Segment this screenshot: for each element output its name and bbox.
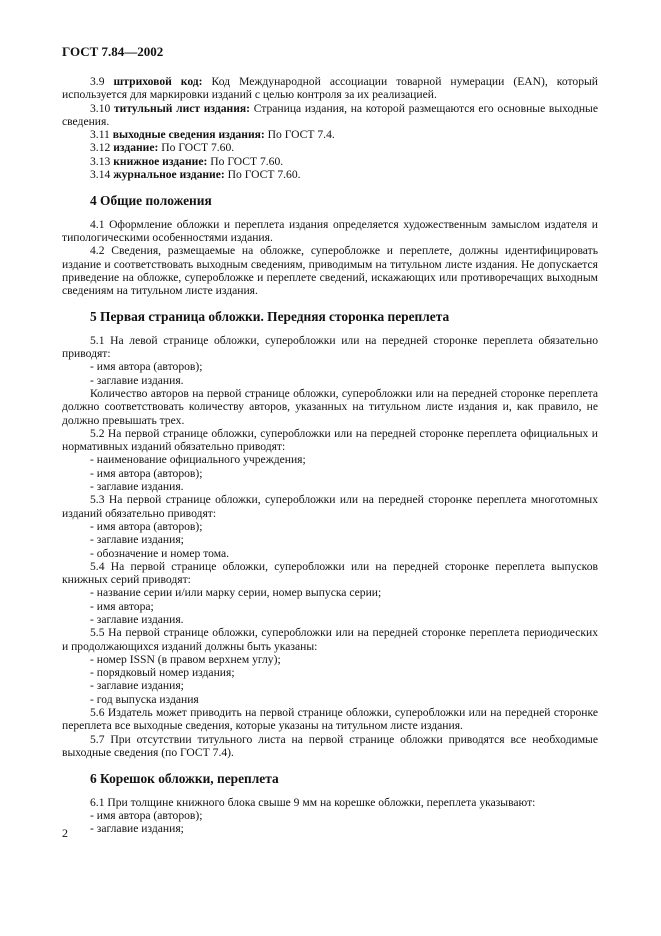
paragraph-5-1: 5.1 На левой странице обложки, суперобложки или на передней сторонке переплета обязательно приводят:: [62, 333, 598, 361]
definition-text: Код Международной ассоциации товарной нумерации (EAN), который используется для маркировки изданий с целью контроля за их реализацией.: [62, 75, 598, 102]
definition-3-12: [62, 141, 598, 154]
list-item: - год выпуска издания: [90, 692, 199, 706]
definition-3-9: [62, 75, 598, 102]
definition-text: Страница издания, на которой размещаются его основные выходные сведения.: [62, 101, 598, 128]
list-item: - заглавие издания;: [90, 679, 184, 693]
clause-number: 3.13: [90, 154, 111, 168]
paragraph-4-2: 4.2 Сведения, размещаемые на обложке, суперобложке и переплете, должны идентифицировать издание и соответствовать выходным сведениям, приводимым на титульном листе издания. Не допускается приведение на обложке, суперобложке и переплете сведений, искажающих или противоречащих выходным сведениям на титульном листе издания.: [62, 244, 598, 298]
section-heading-4: 4 Общие положения: [90, 193, 212, 209]
list-item: - заглавие издания;: [90, 822, 184, 836]
definition-text: По ГОСТ 7.60.: [161, 141, 235, 155]
term: штриховой код:: [113, 75, 203, 88]
list-item: - имя автора (авторов);: [90, 360, 203, 374]
page-header: ГОСТ 7.84—2002: [62, 44, 164, 59]
list-item: - обозначение и номер тома.: [90, 546, 229, 560]
list-item: - имя автора (авторов);: [90, 466, 203, 480]
list-item: - название серии и/или марку серии, номер выпуска серии;: [90, 586, 382, 600]
term: выходные сведения издания:: [112, 128, 265, 142]
paragraph-5-3: 5.3 На первой странице обложки, суперобложки или на передней сторонке переплета многотомных изданий обязательно приводят:: [62, 493, 598, 520]
list-item: - имя автора;: [90, 599, 154, 613]
list-item: - имя автора (авторов);: [90, 808, 203, 822]
list-item: - заглавие издания;: [90, 533, 184, 547]
paragraph-6-1: 6.1 При толщине книжного блока свыше 9 мм на корешке обложки, переплета указывают:: [90, 795, 536, 809]
section-heading-6: 6 Корешок обложки, переплета: [90, 771, 279, 787]
definition-3-10: [62, 102, 598, 129]
term: титульный лист издания:: [113, 101, 251, 115]
list-item: - номер ISSN (в правом верхнем углу);: [90, 652, 281, 666]
definition-3-14: [62, 168, 598, 181]
clause-number: 3.10: [90, 101, 111, 115]
definition-text: По ГОСТ 7.4.: [267, 128, 335, 142]
definition-text: По ГОСТ 7.60.: [210, 154, 284, 168]
term: книжное издание:: [113, 154, 208, 168]
paragraph-5-1-note: Количество авторов на первой странице обложки, суперобложки или на передней сторонке переплета должно соответствовать количеству авторов, указанных на титульном листе издания и, как правило, не должно превышать трех.: [62, 386, 598, 427]
clause-number: 3.14: [90, 168, 111, 182]
list-item: - заглавие издания.: [90, 612, 184, 626]
section-heading-5: 5 Первая страница обложки. Передняя сторонка переплета: [90, 309, 450, 325]
paragraph-5-7: 5.7 При отсутствии титульного листа на первой странице обложки приводятся все необходимые выходные сведения (по ГОСТ 7.4).: [62, 732, 598, 759]
paragraph-5-5: 5.5 На первой странице обложки, суперобложки или на передней сторонке переплета периодических и продолжающихся изданий должны быть указаны:: [62, 626, 598, 653]
definition-3-13: [62, 155, 598, 168]
paragraph-5-6: 5.6 Издатель может приводить на первой странице обложки, суперобложки или на передней сторонке переплета все выходные сведения, которые указаны на титульном листе издания.: [62, 706, 598, 733]
list-item: - наименование официального учреждения;: [90, 453, 306, 467]
document-body: [62, 75, 598, 835]
clause-number: 3.12: [90, 141, 111, 155]
clause-number: 3.11: [90, 128, 110, 142]
term: журнальное издание:: [113, 168, 225, 182]
definition-3-11: [62, 128, 598, 141]
definition-text: По ГОСТ 7.60.: [227, 168, 301, 182]
list-item: - имя автора (авторов);: [90, 519, 203, 533]
list-item: - порядковый номер издания;: [90, 666, 235, 680]
paragraph-4-1: 4.1 Оформление обложки и переплета издания определяется художественным замыслом издателя и типологическими особенностями издания.: [62, 217, 598, 244]
paragraph-5-2: 5.2 На первой странице обложки, суперобложки или на передней сторонке переплета официальных и нормативных изданий обязательно приводят:: [62, 426, 598, 454]
page-number: 2: [62, 826, 68, 840]
clause-number: 3.9: [90, 75, 105, 88]
term: издание:: [113, 141, 159, 155]
paragraph-5-4: 5.4 На первой странице обложки, суперобложки или на передней сторонке переплета выпусков книжных серий приводят:: [62, 559, 598, 587]
list-item: - заглавие издания.: [90, 480, 184, 494]
list-item: - заглавие издания.: [90, 373, 184, 387]
